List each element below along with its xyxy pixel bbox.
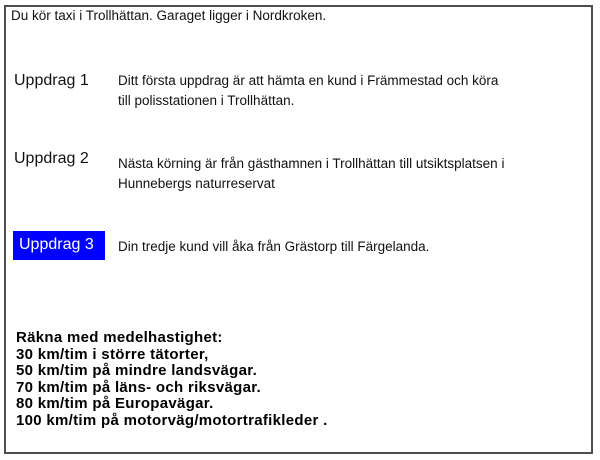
- mission-2-label: Uppdrag 2: [14, 150, 89, 167]
- speed-guideline-european-roads: 80 km/tim på Europavägar.: [16, 395, 214, 413]
- mission-1-description: [118, 71, 498, 111]
- speed-guideline-county-roads: 70 km/tim på läns- och riksvägar.: [16, 378, 262, 396]
- speed-guidelines-heading: Räkna med medelhastighet:: [16, 329, 223, 346]
- speed-guidelines: [16, 330, 328, 430]
- mission-3-label-selected: Uppdrag 3: [13, 231, 105, 260]
- mission-1-desc-line-1: Ditt första uppdrag är att hämta en kund i Främmestad och köra: [118, 73, 499, 88]
- speed-guideline-small-roads: 50 km/tim på mindre landsvägar.: [16, 362, 258, 380]
- mission-2-desc-line-1: Nästa körning är från gästhamnen i Trollhättan till utsiktsplatsen i: [118, 156, 505, 171]
- intro-text: Du kör taxi i Trollhättan. Garaget ligger i Nordkroken.: [11, 8, 327, 23]
- speed-guideline-motorway: 100 km/tim på motorväg/motortrafikleder .: [16, 411, 328, 429]
- mission-3-desc-line-1: Din tredje kund vill åka från Grästorp till Färgelanda.: [118, 239, 430, 254]
- mission-2-description: [118, 154, 504, 194]
- mission-1-desc-line-2: till polisstationen i Trollhättan.: [118, 93, 295, 108]
- mission-2-desc-line-2: Hunnebergs naturreservat: [118, 176, 275, 191]
- speed-guideline-urban: 30 km/tim i större tätorter,: [16, 345, 209, 363]
- mission-3-description: [118, 237, 429, 257]
- mission-1-label: Uppdrag 1: [14, 72, 89, 89]
